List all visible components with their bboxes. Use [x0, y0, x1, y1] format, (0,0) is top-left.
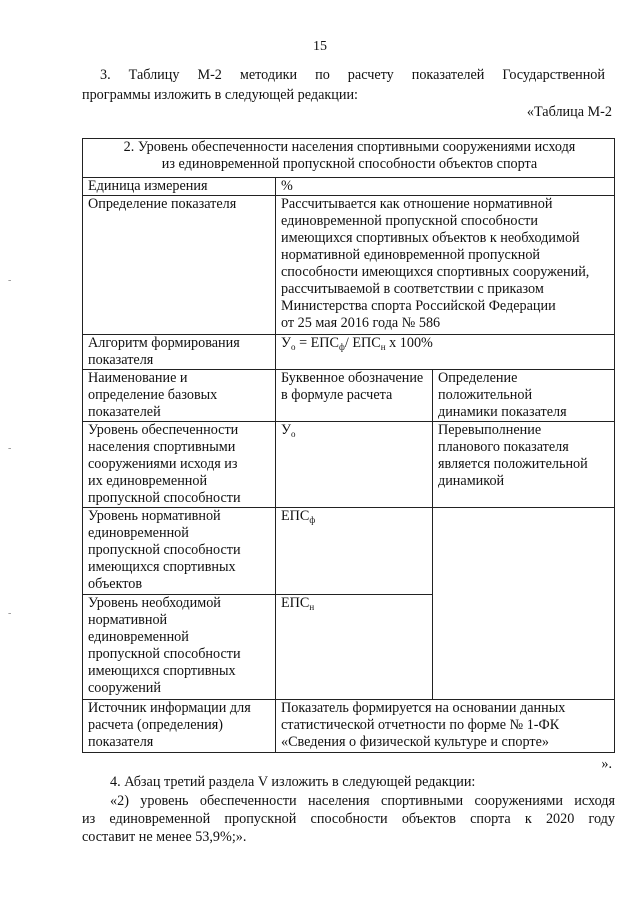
- margin-mark: -: [8, 608, 12, 619]
- formula: [276, 335, 615, 370]
- definition-line: имеющихся спортивных объектов к необходимой: [281, 230, 580, 246]
- indicator-name: [83, 595, 276, 700]
- column-header-dynamics: [433, 370, 615, 422]
- definition-line: нормативной единовременной пропускной: [281, 247, 541, 263]
- table-caption: «Таблица М-2: [526, 104, 612, 120]
- dynamics-line: является положительной: [438, 456, 588, 472]
- column-header-line: показателей: [88, 404, 161, 420]
- indicator-symbol: [276, 422, 433, 508]
- indicator-name-line: имеющихся спортивных: [88, 559, 236, 575]
- definition-line: способности имеющихся спортивных сооружений,: [281, 264, 590, 280]
- symbol-text: У: [281, 422, 292, 438]
- table-row: [83, 178, 615, 196]
- indicator-name-line: нормативной: [88, 612, 168, 628]
- dynamics-line: планового показателя: [438, 439, 569, 455]
- dynamics-line: Перевыполнение: [438, 422, 542, 438]
- formula-subscript: н: [380, 342, 386, 352]
- table-title-line: из единовременной пропускной способности объектов спорта: [161, 156, 538, 172]
- table-title: [83, 139, 615, 178]
- indicator-dynamics: [433, 422, 615, 508]
- indicator-name-line: Уровень обеспеченности: [88, 422, 239, 438]
- symbol-subscript: н: [309, 602, 315, 612]
- table-row: [83, 700, 615, 753]
- indicator-name-line: пропускной способности: [88, 646, 241, 662]
- table-title-line: 2. Уровень обеспеченности населения спортивными сооружениями исходя: [123, 139, 576, 155]
- table-row: [83, 422, 615, 508]
- column-header-line: Наименование и: [88, 370, 188, 386]
- closing-quote: ».: [601, 756, 612, 772]
- indicator-name-line: единовременной: [88, 629, 189, 645]
- symbol-text: ЕПС: [281, 508, 310, 524]
- column-header-line: Определение: [438, 370, 518, 386]
- source-line: статистической отчетности по форме № 1-ФК: [281, 717, 560, 733]
- table-row: [83, 508, 615, 595]
- definition-line: Рассчитывается как отношение нормативной: [281, 196, 553, 212]
- margin-mark: -: [8, 275, 12, 286]
- definition-label: Определение показателя: [83, 196, 276, 335]
- table-row: [83, 335, 615, 370]
- source-label: [83, 700, 276, 753]
- formula-subscript: ф: [339, 342, 345, 352]
- table-row: [83, 196, 615, 335]
- indicator-name: [83, 422, 276, 508]
- formula-text: х 100%: [385, 335, 433, 351]
- indicator-name-line: сооружениями исходя из: [88, 456, 238, 472]
- source-label-line: Источник информации для: [88, 700, 251, 716]
- indicator-name-line: имеющихся спортивных: [88, 663, 236, 679]
- margin-mark: -: [8, 443, 12, 454]
- indicator-name-line: их единовременной: [88, 473, 208, 489]
- indicator-table: [82, 138, 615, 753]
- formula-text: / ЕПС: [344, 335, 381, 351]
- indicator-name-line: пропускной способности: [88, 490, 241, 506]
- indicator-name-line: Уровень нормативной: [88, 508, 221, 524]
- column-header-line: динамики показателя: [438, 404, 567, 420]
- intro-text: 3. Таблицу М-2 методики по расчету показателей Государственной: [100, 67, 605, 83]
- algorithm-label-line: показателя: [88, 352, 154, 368]
- formula-text: = ЕПС: [295, 335, 340, 351]
- symbol-text: ЕПС: [281, 595, 310, 611]
- paragraph-5-line: «2) уровень обеспеченности населения спортивными сооружениями исходя: [110, 793, 615, 809]
- page-number: 15: [313, 39, 327, 54]
- column-header-line: Буквенное обозначение: [281, 370, 424, 386]
- indicator-symbol: [276, 508, 433, 595]
- unit-label: Единица измерения: [83, 178, 276, 196]
- unit-value: %: [276, 178, 615, 196]
- indicator-name: [83, 508, 276, 595]
- indicator-name-line: сооружений: [88, 680, 161, 696]
- indicator-name-line: объектов: [88, 576, 143, 592]
- formula-symbol: У: [281, 335, 292, 351]
- paragraph-4: 4. Абзац третий раздела V изложить в следующей редакции:: [110, 774, 476, 790]
- column-header-line: в формуле расчета: [281, 387, 393, 403]
- definition-line: от 25 мая 2016 года № 586: [281, 315, 441, 331]
- definition-line: Министерства спорта Российской Федерации: [281, 298, 556, 314]
- intro-text-continued: программы изложить в следующей редакции:: [82, 87, 358, 103]
- definition-line: рассчитываемой в соответствии с приказом: [281, 281, 544, 297]
- indicator-name-line: единовременной: [88, 525, 189, 541]
- column-header-line: определение базовых: [88, 387, 218, 403]
- indicator-symbol: [276, 595, 433, 700]
- column-header-line: положительной: [438, 387, 533, 403]
- source-line: «Сведения о физической культуре и спорте»: [281, 734, 550, 750]
- algorithm-label: [83, 335, 276, 370]
- indicator-name-line: пропускной способности: [88, 542, 241, 558]
- source-label-line: показателя: [88, 734, 154, 750]
- source-text: [276, 700, 615, 753]
- column-header-symbol: [276, 370, 433, 422]
- symbol-subscript: ф: [309, 515, 316, 525]
- indicator-dynamics-empty: [433, 508, 615, 700]
- indicator-name-line: Уровень необходимой: [88, 595, 221, 611]
- table-header-row: [83, 370, 615, 422]
- paragraph-5-line: составит не менее 53,9%;».: [82, 829, 247, 845]
- formula-subscript: о: [291, 342, 296, 352]
- symbol-subscript: о: [291, 429, 296, 439]
- table-title-row: [83, 139, 615, 178]
- source-line: Показатель формируется на основании данных: [281, 700, 566, 716]
- indicator-name-line: населения спортивными: [88, 439, 236, 455]
- source-label-line: расчета (определения): [88, 717, 223, 733]
- dynamics-line: динамикой: [438, 473, 505, 489]
- column-header-name: [83, 370, 276, 422]
- definition-text: [276, 196, 615, 335]
- paragraph-5-line: из единовременной пропускной способности объектов спорта к 2020 году: [82, 811, 615, 827]
- algorithm-label-line: Алгоритм формирования: [88, 335, 240, 351]
- definition-line: единовременной пропускной способности: [281, 213, 538, 229]
